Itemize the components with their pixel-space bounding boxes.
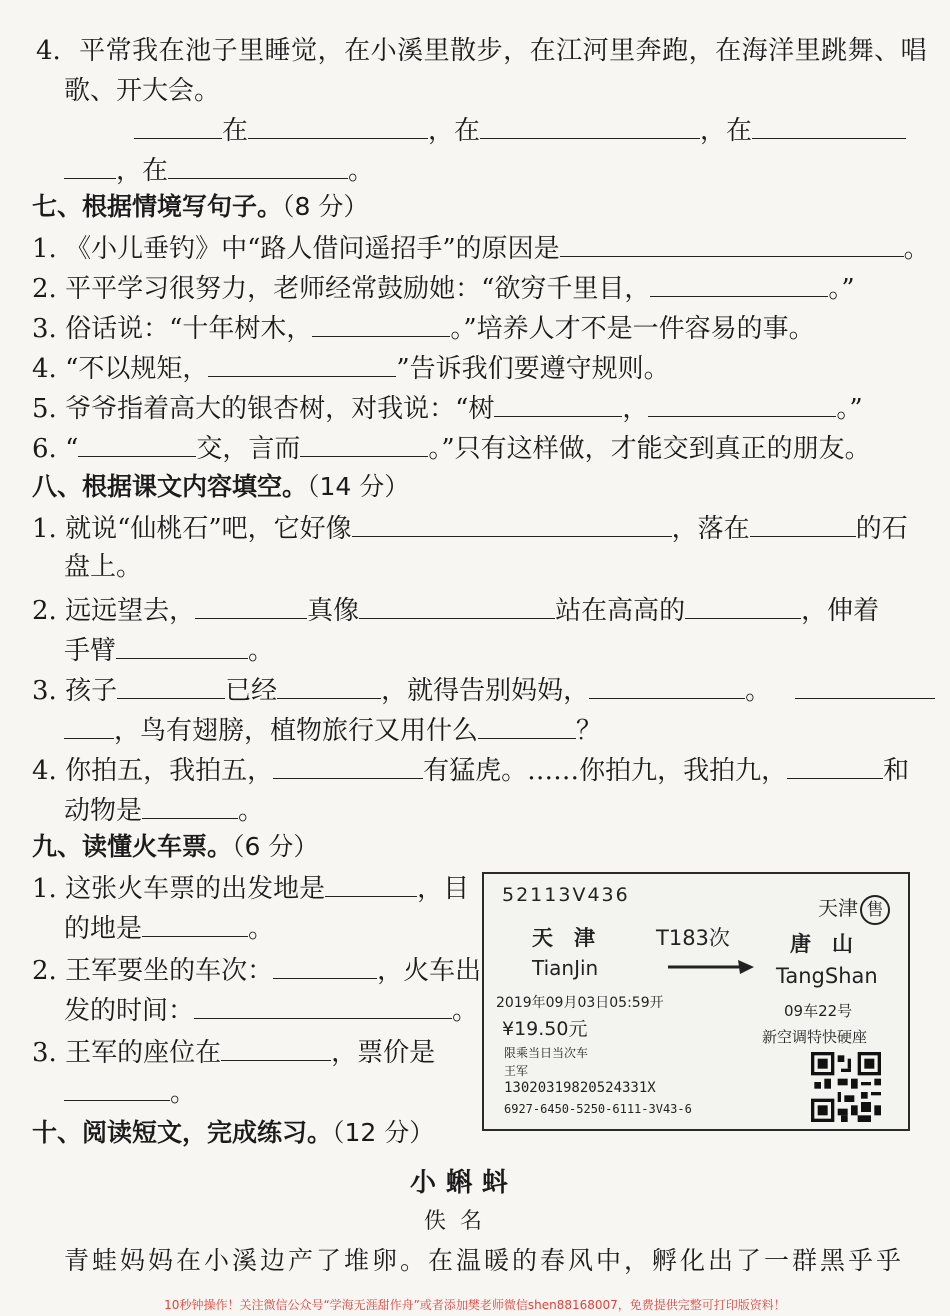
answer-blank[interactable] xyxy=(277,672,381,699)
item-text: 发的时间： xyxy=(64,996,195,1026)
answer-blank[interactable] xyxy=(795,672,935,699)
item-text: ，就得告别妈妈， xyxy=(381,676,590,706)
item-number: 3. xyxy=(32,314,57,344)
item-text: 已经 xyxy=(225,676,278,706)
item-text: 交，言而 xyxy=(196,434,301,464)
item-text: 王军的座位在 xyxy=(65,1038,222,1068)
section-points: （8 分） xyxy=(282,192,369,221)
item-text: 手臂 xyxy=(64,636,117,666)
answer-blank[interactable] xyxy=(168,152,348,179)
ticket-station-office xyxy=(818,892,890,925)
item-text: 。 xyxy=(745,676,772,706)
answer-blank[interactable] xyxy=(750,510,856,537)
section-9-title xyxy=(32,830,318,864)
answer-blank[interactable] xyxy=(650,270,828,297)
answer-blank[interactable] xyxy=(752,112,906,139)
answer-blank[interactable] xyxy=(312,310,450,337)
item-number: 4. xyxy=(36,36,61,66)
answer-blank[interactable] xyxy=(352,510,672,537)
story-first-line: 青蛙妈妈在小溪边产了堆卵。在温暖的春风中，孵化出了一群黑乎乎 xyxy=(64,1246,905,1275)
item-text: ，落在 xyxy=(671,514,750,544)
item-number: 5. xyxy=(32,394,57,424)
sec8-item-4 xyxy=(32,752,909,788)
item-text: 真像 xyxy=(307,596,360,626)
sec8-item-2 xyxy=(32,592,879,628)
item-number: 1. xyxy=(32,514,57,544)
section-points: （6 分） xyxy=(232,832,319,861)
item-number: 3. xyxy=(32,676,57,706)
ticket-to: 唐 山 xyxy=(790,932,853,956)
text: ，在 xyxy=(116,156,169,186)
answer-blank[interactable] xyxy=(117,672,225,699)
answer-blank[interactable] xyxy=(78,430,196,457)
item-number: 6. xyxy=(32,434,57,464)
sec8-item-4-cont xyxy=(64,792,264,828)
sec9-item-3 xyxy=(32,1034,435,1070)
sec8-item-1-cont: 盘上。 xyxy=(64,552,143,582)
item-text: 。 xyxy=(452,996,479,1026)
answer-blank[interactable] xyxy=(194,992,452,1019)
answer-blank[interactable] xyxy=(589,672,745,699)
sec8-item-1 xyxy=(32,510,908,546)
ticket-to-pinyin: TangShan xyxy=(776,964,878,988)
section-title: 八、根据课文内容填空。 xyxy=(32,472,308,501)
ticket-id-number: 13020319820524331X xyxy=(504,1080,656,1096)
item-number: 2. xyxy=(32,274,57,304)
item-text: 和 xyxy=(883,756,910,786)
item-text: “不以规矩， xyxy=(65,354,209,384)
q6-4-line1 xyxy=(36,34,927,68)
item-text: ，鸟有翅膀，植物旅行又用什么 xyxy=(114,716,479,746)
item-text: ，目 xyxy=(417,874,470,904)
item-text: 这张火车票的出发地是 xyxy=(65,874,326,904)
sec7-item-5 xyxy=(32,390,863,426)
item-number: 3. xyxy=(32,1038,57,1068)
ticket-from: 天 津 xyxy=(532,926,595,950)
sec7-item-6 xyxy=(32,430,871,466)
item-number: 4. xyxy=(32,756,57,786)
ticket-price: ¥19.50元 xyxy=(502,1018,588,1040)
sec7-item-1 xyxy=(32,230,930,266)
item-text: 。 xyxy=(170,1078,197,1108)
item-text: 。 xyxy=(248,914,275,944)
item-text: 有猛虎。……你拍九，我拍九， xyxy=(423,756,788,786)
answer-blank[interactable] xyxy=(142,792,238,819)
item-text: 就说“仙桃石”吧，它好像 xyxy=(65,514,352,544)
sec8-item-2-cont xyxy=(64,632,274,668)
item-text: 的石 xyxy=(855,514,908,544)
answer-blank[interactable] xyxy=(325,870,417,897)
answer-blank[interactable] xyxy=(142,910,248,937)
item-text: 。” xyxy=(836,394,863,424)
item-text: ，票价是 xyxy=(331,1038,436,1068)
text: ，在 xyxy=(700,116,753,146)
answer-blank[interactable] xyxy=(300,430,428,457)
sec9-item-2-cont xyxy=(64,992,478,1028)
answer-blank[interactable] xyxy=(221,1034,331,1061)
item-text: 你拍五，我拍五， xyxy=(65,756,274,786)
ticket-train: T183次 xyxy=(656,926,730,950)
answer-blank[interactable] xyxy=(116,632,248,659)
ticket-class: 新空调特快硬座 xyxy=(762,1028,868,1046)
item-number: 1. xyxy=(32,234,57,264)
story-author: 佚名 xyxy=(424,1209,497,1234)
footer-note: 10秒钟操作！关注微信公众号“学海无涯甜作舟”或者添加樊老师微信shen88168007，免费提供完整可打印版资料！ xyxy=(164,1298,786,1312)
item-text: 。 xyxy=(248,636,275,666)
item-number: 2. xyxy=(32,596,57,626)
sec8-item-3-cont xyxy=(64,712,602,748)
section-title: 十、阅读短文，完成练习。 xyxy=(32,1118,333,1147)
item-text: 动物是 xyxy=(64,796,143,826)
sec7-item-2 xyxy=(32,270,855,306)
sec9-item-1 xyxy=(32,870,469,906)
item-text: 俗话说：“十年树木， xyxy=(65,314,313,344)
ticket-code: 52113V436 xyxy=(502,884,630,906)
item-number: 2. xyxy=(32,956,57,986)
section-title: 九、读懂火车票。 xyxy=(32,832,233,861)
sec8-item-3 xyxy=(32,672,935,708)
ticket-serial: 6927-6450-5250-6111-3V43-6 xyxy=(504,1102,692,1116)
q6-4-line2: 歌、开大会。 xyxy=(64,76,221,106)
ticket-note: 限乘当日当次车 xyxy=(504,1046,589,1060)
item-text: 站在高高的 xyxy=(555,596,686,626)
answer-blank[interactable] xyxy=(208,350,396,377)
item-text: 平常我在池子里睡觉，在小溪里散步，在江河里奔跑，在海洋里跳舞、唱 xyxy=(79,36,928,66)
item-text: 平平学习很努力，老师经常鼓励她：“欲穷千里目， xyxy=(65,274,651,304)
item-text: 。 xyxy=(238,796,265,826)
item-text: 远远望去， xyxy=(65,596,196,626)
section-points: （12 分） xyxy=(332,1118,435,1147)
item-text: 爷爷指着高大的银杏树，对我说：“树 xyxy=(65,394,495,424)
answer-blank[interactable] xyxy=(494,390,622,417)
answer-blank[interactable] xyxy=(248,112,428,139)
item-text: ，伸着 xyxy=(801,596,880,626)
item-text: ，火车出 xyxy=(377,956,482,986)
answer-blank[interactable] xyxy=(648,390,836,417)
ticket-from-pinyin: TianJin xyxy=(532,956,599,980)
ticket-seat: 09车22号 xyxy=(784,1002,853,1020)
answer-blank[interactable] xyxy=(560,230,904,257)
item-text: 。”培养人才不是一件容易的事。 xyxy=(450,314,815,344)
answer-blank[interactable] xyxy=(273,752,423,779)
q6-4-line3 xyxy=(134,112,906,148)
section-points: （14 分） xyxy=(307,472,410,501)
office-name: 天津 xyxy=(818,896,858,920)
sec7-item-3 xyxy=(32,310,815,346)
answer-blank[interactable] xyxy=(359,592,555,619)
answer-blank[interactable] xyxy=(64,152,116,179)
answer-blank[interactable] xyxy=(685,592,801,619)
answer-blank[interactable] xyxy=(134,112,222,139)
item-text: ”告诉我们要遵守规则。 xyxy=(396,354,670,384)
item-text: 王军要坐的车次： xyxy=(65,956,274,986)
q6-4-line4 xyxy=(64,152,374,188)
item-number: 1. xyxy=(32,874,57,904)
story-title: 小蝌蚪 xyxy=(410,1168,519,1198)
section-title: 七、根据情境写句子。 xyxy=(32,192,283,221)
answer-blank[interactable] xyxy=(787,752,883,779)
answer-blank[interactable] xyxy=(64,712,114,739)
sec7-item-4 xyxy=(32,350,670,386)
train-ticket xyxy=(482,872,910,1131)
item-text: ？ xyxy=(576,716,603,746)
item-number: 4. xyxy=(32,354,57,384)
answer-blank[interactable] xyxy=(478,712,576,739)
item-text: 。” xyxy=(828,274,855,304)
sale-seal: 售 xyxy=(860,895,890,925)
sec9-item-3-cont xyxy=(64,1074,196,1110)
section-10-title xyxy=(32,1116,434,1150)
answer-blank[interactable] xyxy=(64,1074,170,1101)
answer-blank[interactable] xyxy=(273,952,377,979)
answer-blank[interactable] xyxy=(195,592,307,619)
answer-blank[interactable] xyxy=(480,112,700,139)
section-8-title xyxy=(32,470,409,504)
text: 在 xyxy=(222,116,249,146)
text: 。 xyxy=(348,156,375,186)
section-7-title xyxy=(32,190,368,224)
qr-code-icon xyxy=(811,1052,881,1122)
sec9-item-2 xyxy=(32,952,481,988)
item-text: 《小儿垂钓》中“路人借问遥招手”的原因是 xyxy=(65,234,560,264)
item-text: “ xyxy=(65,434,79,464)
item-text: 。 xyxy=(903,234,930,264)
ticket-datetime: 2019年09月03日05:59开 xyxy=(496,995,664,1011)
sec9-item-1-cont xyxy=(64,910,274,946)
arrow-icon xyxy=(666,958,756,976)
ticket-passenger-name: 王军 xyxy=(504,1064,529,1078)
item-text: ， xyxy=(622,394,649,424)
item-text: 孩子 xyxy=(65,676,118,706)
item-text: 。”只有这样做，才能交到真正的朋友。 xyxy=(428,434,871,464)
item-text: 的地是 xyxy=(64,914,143,944)
text: ，在 xyxy=(428,116,481,146)
